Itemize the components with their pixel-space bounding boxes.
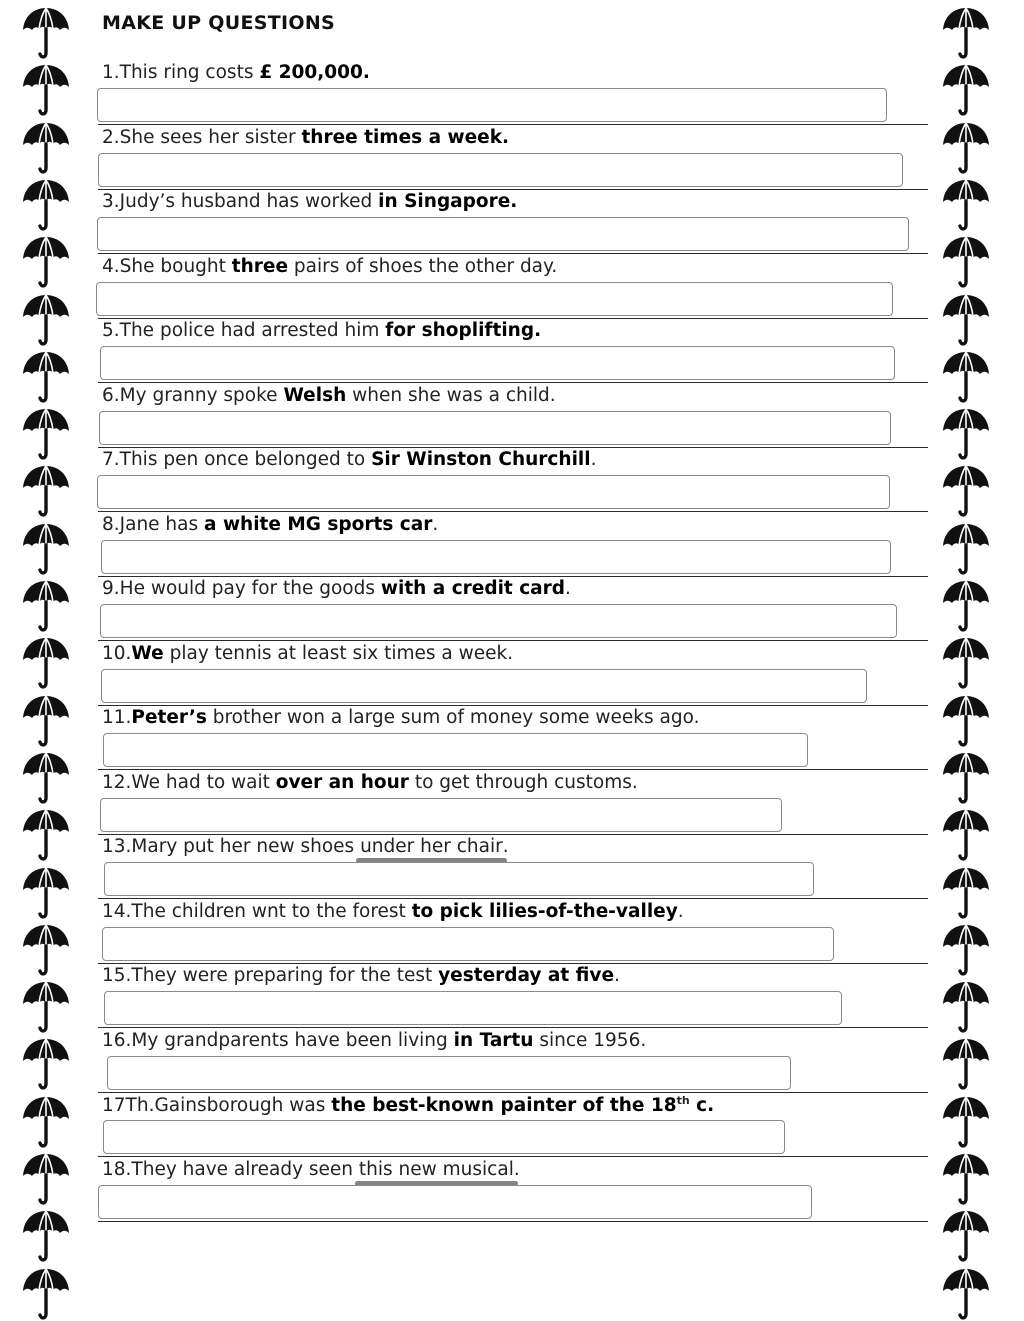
- question-18: [102, 1159, 520, 1180]
- umbrella-icon: [20, 1267, 72, 1321]
- umbrella-icon: [20, 235, 72, 289]
- question-text: The police had arrested him: [119, 320, 386, 341]
- question-key-phrase: over an hour: [275, 771, 409, 793]
- question-number: 3.: [102, 191, 120, 212]
- question-key-phrase: £ 200,000.: [259, 62, 370, 83]
- umbrella-icon: [940, 235, 992, 289]
- divider: [98, 576, 928, 577]
- question-number: 5.: [102, 320, 120, 341]
- divider: [98, 769, 928, 770]
- umbrella-icon: [20, 6, 72, 60]
- question-key-phrase: yesterday at five: [438, 965, 614, 986]
- umbrella-icon: [940, 1095, 992, 1149]
- question-underlined-phrase: under her chair: [360, 836, 503, 857]
- divider: [98, 834, 928, 835]
- umbrella-icon: [940, 1209, 992, 1263]
- divider: [98, 640, 928, 641]
- question-number: 18.: [102, 1158, 132, 1180]
- question-13: [102, 836, 509, 857]
- umbrella-icon: [20, 808, 72, 862]
- divider: [98, 511, 928, 512]
- question-key-phrase: c.: [689, 1095, 715, 1117]
- question-number: 8.: [102, 513, 120, 535]
- question-8: [102, 514, 438, 535]
- answer-input-11[interactable]: [103, 733, 808, 767]
- question-number: 7.: [102, 449, 120, 470]
- umbrella-icon: [940, 464, 992, 518]
- question-12: [102, 772, 638, 793]
- question-text: .: [565, 578, 571, 599]
- answer-input-18[interactable]: [98, 1185, 812, 1219]
- question-number: 4.: [102, 255, 120, 277]
- question-1: [102, 62, 370, 83]
- umbrella-icon: [940, 522, 992, 576]
- question-key-phrase: We: [131, 642, 164, 664]
- question-key-phrase: Sir Winston Churchill: [371, 449, 591, 470]
- question-text: The children wnt to the forest: [131, 900, 412, 922]
- question-key-phrase: to pick lilies-of-the-valley: [411, 900, 678, 922]
- umbrella-icon: [20, 1095, 72, 1149]
- umbrella-icon: [940, 980, 992, 1034]
- answer-input-12[interactable]: [100, 798, 782, 832]
- question-text: since 1956.: [533, 1029, 647, 1051]
- divider: [98, 705, 928, 706]
- question-text: This ring costs: [119, 62, 260, 83]
- answer-input-17[interactable]: [103, 1120, 785, 1154]
- answer-input-9[interactable]: [100, 604, 897, 638]
- umbrella-icon: [940, 579, 992, 633]
- umbrella-icon: [20, 121, 72, 175]
- question-underlined-phrase: this new musical: [358, 1158, 514, 1180]
- question-number: 12.: [102, 771, 132, 793]
- umbrella-icon: [940, 178, 992, 232]
- umbrella-icon: [20, 1037, 72, 1091]
- answer-input-3[interactable]: [97, 217, 909, 251]
- question-text: play tennis at least six times a week.: [163, 642, 514, 664]
- question-key-phrase: a white MG sports car: [204, 513, 433, 535]
- umbrella-icon: [940, 694, 992, 748]
- question-text: Th.Gainsborough was: [125, 1095, 332, 1117]
- question-text: We had to wait: [131, 771, 276, 793]
- answer-input-10[interactable]: [101, 669, 867, 703]
- answer-input-6[interactable]: [99, 411, 891, 445]
- question-4: [102, 256, 557, 277]
- umbrella-icon: [940, 407, 992, 461]
- question-text: She sees her sister: [119, 126, 302, 148]
- question-key-phrase: Peter’s: [131, 707, 207, 728]
- question-number: 16.: [102, 1029, 132, 1051]
- umbrella-icon: [20, 980, 72, 1034]
- question-key-phrase: in Tartu: [453, 1029, 534, 1051]
- left-umbrella-border: [16, 0, 76, 1280]
- answer-input-14[interactable]: [102, 927, 834, 961]
- umbrella-icon: [940, 751, 992, 805]
- question-text: My granny spoke: [119, 384, 284, 406]
- question-16: [102, 1030, 646, 1051]
- question-11: [102, 707, 699, 728]
- umbrella-icon: [20, 694, 72, 748]
- divider: [98, 447, 928, 448]
- answer-input-15[interactable]: [104, 991, 842, 1025]
- umbrella-icon: [940, 121, 992, 175]
- right-umbrella-border: [936, 0, 996, 1280]
- divider: [98, 318, 928, 319]
- divider: [98, 124, 928, 125]
- question-text: They have already seen: [131, 1158, 359, 1180]
- umbrella-icon: [20, 636, 72, 690]
- question-text: .: [677, 900, 684, 922]
- question-text: Jane has: [119, 513, 205, 535]
- question-10: [102, 643, 513, 664]
- divider: [98, 1156, 928, 1157]
- divider: [98, 189, 928, 190]
- question-3: [102, 191, 517, 212]
- question-number: 6.: [102, 384, 120, 406]
- answer-input-4[interactable]: [96, 282, 893, 316]
- question-number: 15.: [102, 965, 132, 986]
- divider: [98, 1027, 928, 1028]
- umbrella-icon: [20, 350, 72, 404]
- question-number: 10.: [102, 642, 132, 664]
- question-number: 17: [102, 1095, 126, 1117]
- divider: [98, 898, 928, 899]
- answer-input-16[interactable]: [107, 1056, 791, 1090]
- umbrella-icon: [940, 1152, 992, 1206]
- question-text: brother won a large sum of money some weeks ago.: [206, 707, 700, 728]
- question-6: [102, 385, 556, 406]
- umbrella-icon: [20, 522, 72, 576]
- question-15: [102, 965, 620, 986]
- umbrella-icon: [940, 293, 992, 347]
- umbrella-icon: [20, 751, 72, 805]
- question-text: She bought: [119, 255, 232, 277]
- umbrella-icon: [20, 464, 72, 518]
- divider: [98, 1092, 928, 1093]
- umbrella-icon: [940, 636, 992, 690]
- answer-input-2[interactable]: [98, 153, 903, 187]
- question-2: [102, 127, 509, 148]
- question-key-phrase: the best-known painter of the 18: [331, 1095, 677, 1117]
- question-7: [102, 449, 596, 470]
- umbrella-icon: [940, 1037, 992, 1091]
- umbrella-icon: [20, 1152, 72, 1206]
- question-text: .: [590, 449, 597, 470]
- umbrella-icon: [20, 923, 72, 977]
- umbrella-icon: [940, 808, 992, 862]
- umbrella-icon: [20, 579, 72, 633]
- question-number: 14.: [102, 900, 132, 922]
- question-text: Judy’s husband has worked: [119, 191, 379, 212]
- answer-input-5[interactable]: [100, 346, 895, 380]
- question-number: 9.: [102, 578, 120, 599]
- page-title: MAKE UP QUESTIONS: [102, 12, 336, 34]
- umbrella-icon: [940, 923, 992, 977]
- answer-input-1[interactable]: [97, 88, 887, 122]
- question-9: [102, 578, 571, 599]
- umbrella-icon: [940, 350, 992, 404]
- divider: [98, 382, 928, 383]
- umbrella-icon: [20, 63, 72, 117]
- question-text: .: [614, 965, 620, 986]
- divider: [98, 963, 928, 964]
- umbrella-icon: [20, 293, 72, 347]
- question-17: [102, 1094, 714, 1116]
- question-key-phrase: three: [231, 255, 289, 277]
- umbrella-icon: [20, 178, 72, 232]
- question-text: My grandparents have been living: [131, 1029, 454, 1051]
- answer-input-7[interactable]: [97, 475, 890, 509]
- umbrella-icon: [20, 866, 72, 920]
- umbrella-icon: [940, 63, 992, 117]
- answer-input-13[interactable]: [104, 862, 814, 896]
- question-text: pairs of shoes the other day.: [288, 255, 558, 277]
- umbrella-icon: [940, 866, 992, 920]
- question-text: .: [502, 836, 509, 857]
- question-key-phrase: three times a week.: [301, 126, 510, 148]
- question-text: to get through customs.: [408, 771, 638, 793]
- question-number: 13.: [102, 836, 132, 857]
- umbrella-icon: [940, 1267, 992, 1321]
- umbrella-icon: [940, 6, 992, 60]
- question-text: He would pay for the goods: [119, 578, 381, 599]
- question-14: [102, 901, 684, 922]
- umbrella-icon: [20, 407, 72, 461]
- question-text: They were preparing for the test: [131, 965, 439, 986]
- question-number: 2.: [102, 126, 120, 148]
- question-text: .: [513, 1158, 520, 1180]
- question-text: Mary put her new shoes: [131, 836, 361, 857]
- question-number: 1.: [102, 62, 120, 83]
- question-number: 11.: [102, 707, 132, 728]
- question-key-phrase: Welsh: [283, 384, 347, 406]
- question-key-phrase: with a credit card: [380, 578, 566, 599]
- question-key-phrase: for shoplifting.: [385, 320, 542, 341]
- question-superscript: th: [676, 1094, 690, 1107]
- divider: [98, 253, 928, 254]
- answer-input-8[interactable]: [101, 540, 891, 574]
- question-5: [102, 320, 541, 341]
- question-text: when she was a child.: [346, 384, 556, 406]
- umbrella-icon: [20, 1209, 72, 1263]
- question-key-phrase: in Singapore.: [378, 191, 518, 212]
- question-text: This pen once belonged to: [119, 449, 372, 470]
- question-text: .: [432, 513, 439, 535]
- divider: [98, 1221, 928, 1222]
